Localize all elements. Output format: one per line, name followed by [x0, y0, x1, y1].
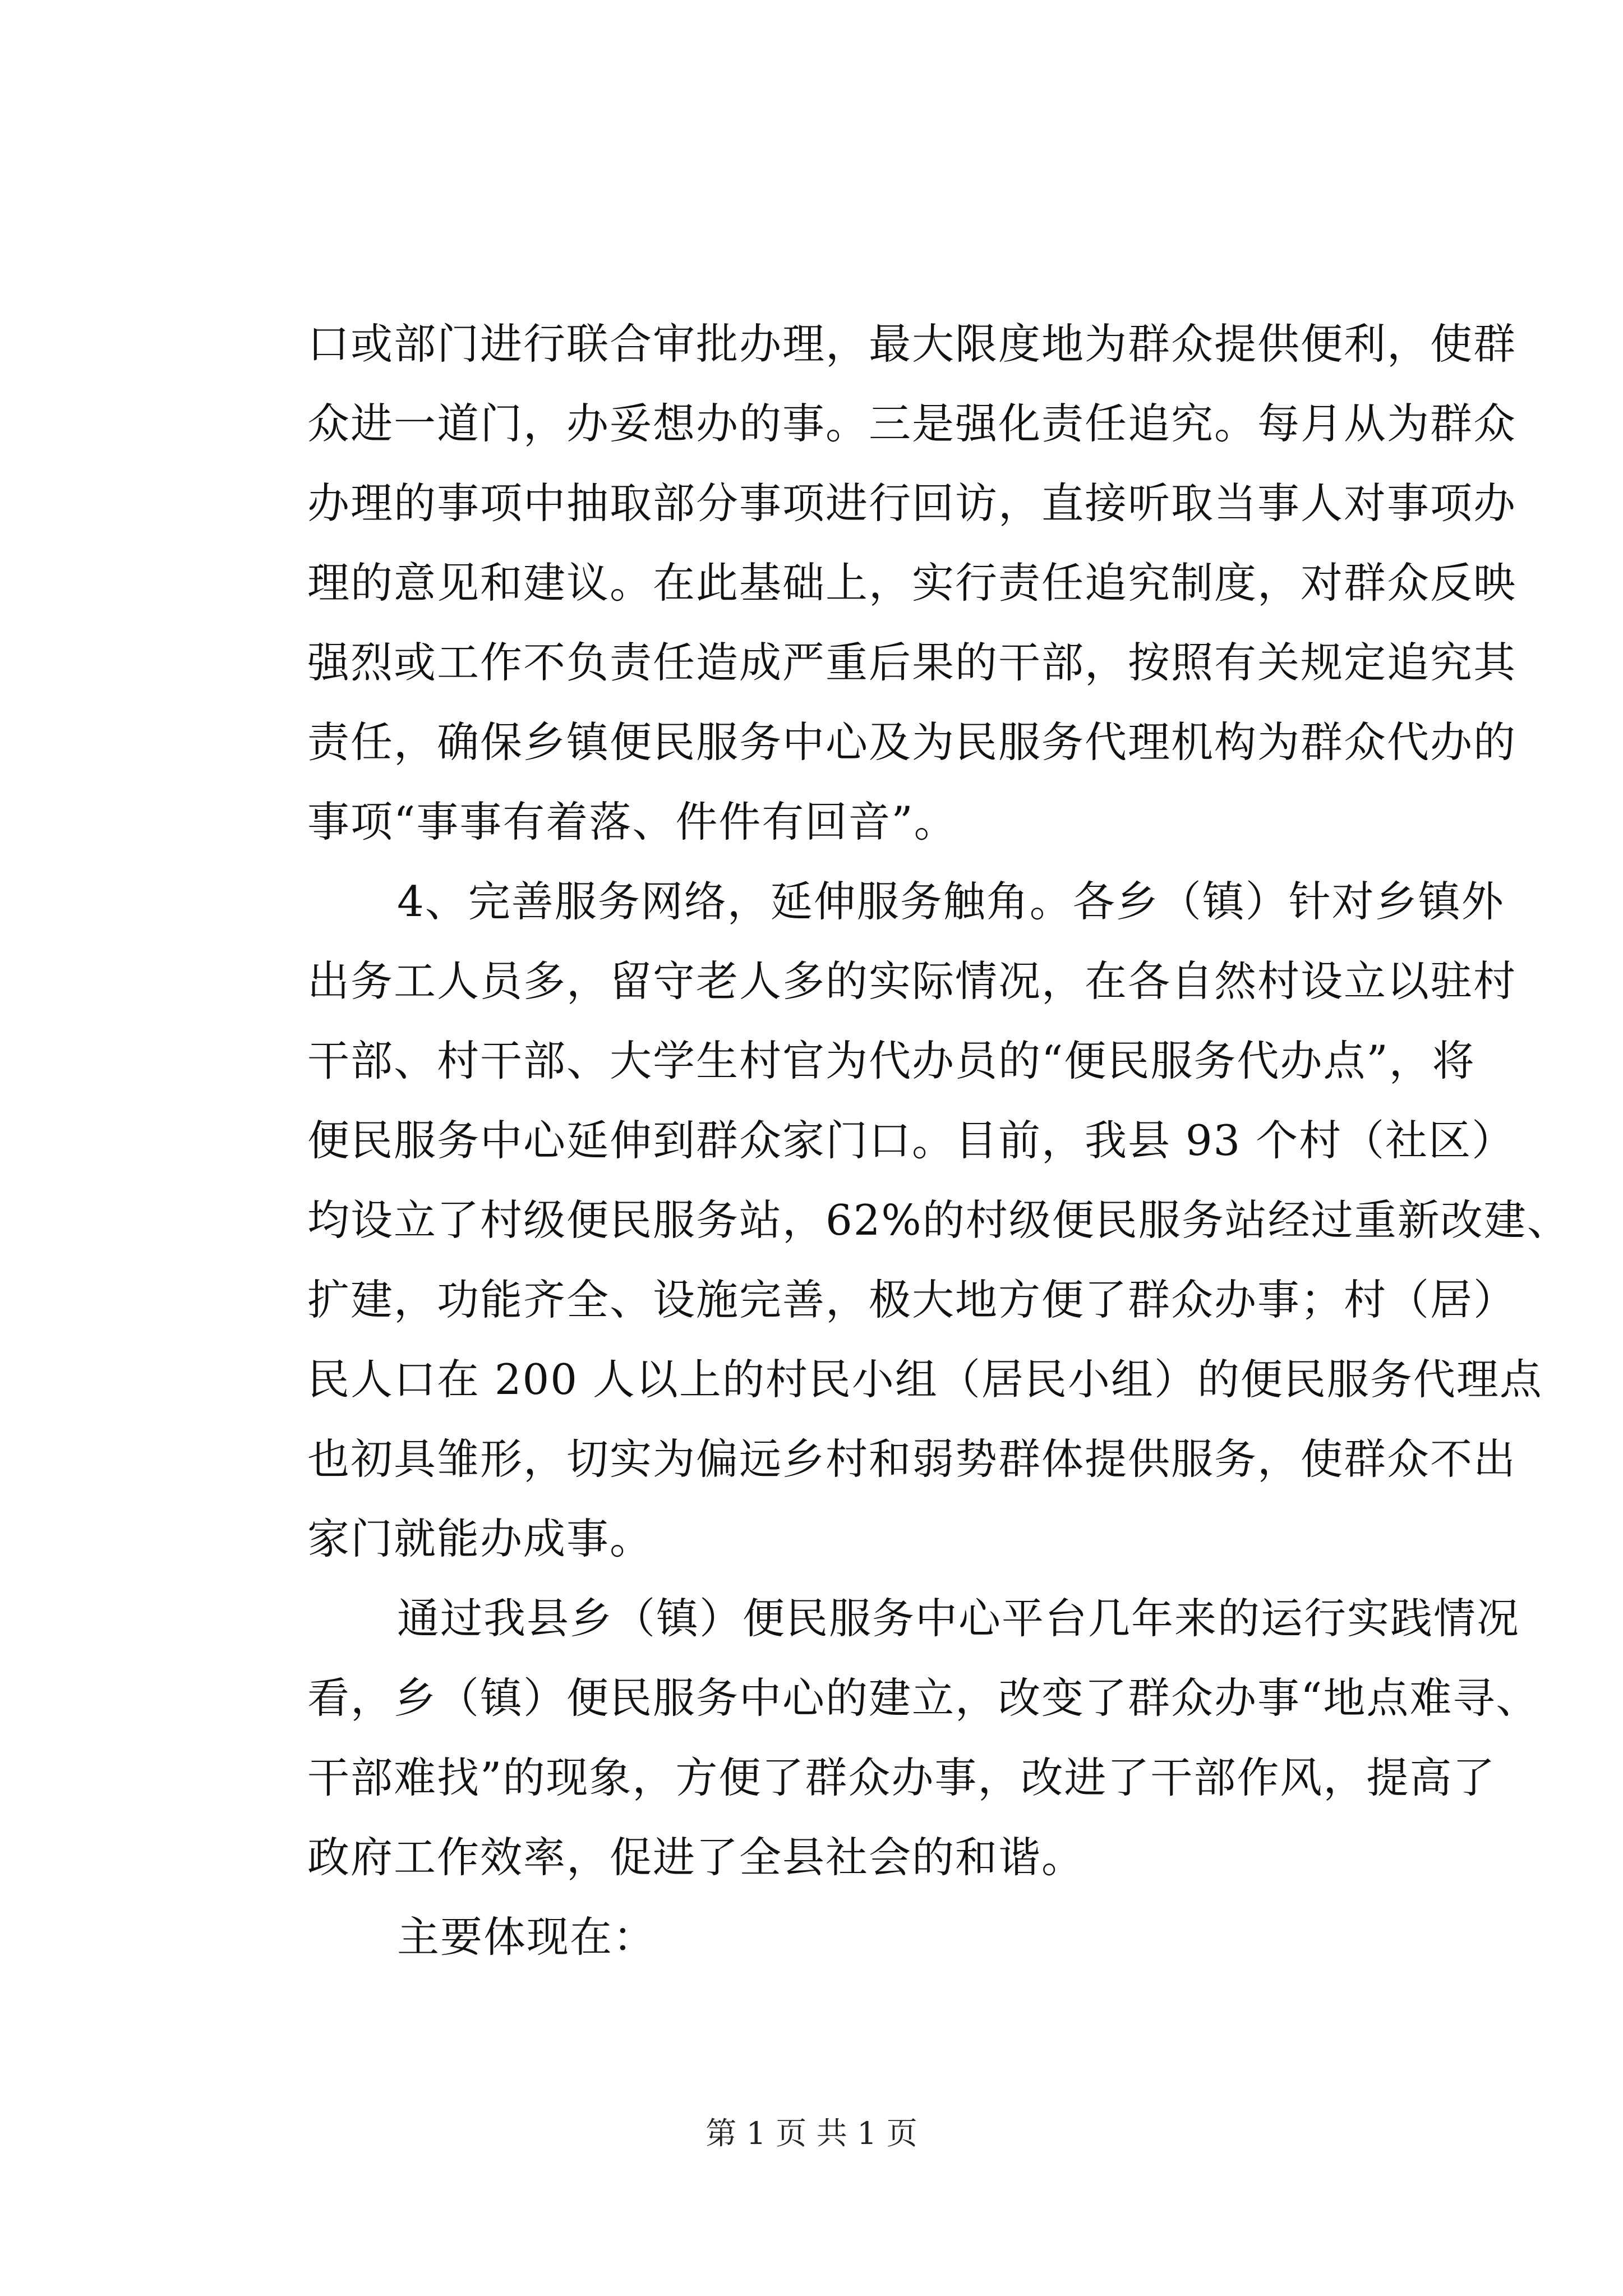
- text-line: 出务工人员多，留守老人多的实际情况，在各自然村设立以驻村: [307, 956, 1517, 1006]
- page-footer: 第 1 页 共 1 页: [706, 2115, 917, 2151]
- paragraph: [307, 862, 1570, 1579]
- text-line: 看，乡（镇）便民服务中心的建立，改变了群众办事“地点难寻、: [307, 1673, 1539, 1723]
- text-line: 办理的事项中抽取部分事项进行回访，直接听取当事人对事项办: [307, 478, 1517, 528]
- text-line: 扩建，功能齐全、设施完善，极大地方便了群众办事；村（居）: [307, 1275, 1517, 1324]
- text-line: 也初具雏形，切实为偏远乡村和弱势群体提供服务，使群众不出: [307, 1434, 1517, 1484]
- paragraph: [307, 304, 1517, 862]
- text-line: 责任，确保乡镇便民服务中心及为民服务代理机构为群众代办的: [307, 717, 1517, 767]
- document-body: [307, 304, 1570, 1977]
- text-line: 理的意见和建议。在此基础上，实行责任追究制度，对群众反映: [307, 558, 1517, 608]
- text-line: 众进一道门，办妥想办的事。三是强化责任追究。每月从为群众: [307, 399, 1517, 448]
- text-line: 强烈或工作不负责任造成严重后果的干部，按照有关规定追究其: [307, 638, 1517, 687]
- text-line: 民人口在 200 人以上的村民小组（居民小组）的便民服务代理点: [307, 1355, 1543, 1404]
- text-line: 均设立了村级便民服务站，62%的村级便民服务站经过重新改建、: [307, 1195, 1570, 1245]
- text-line: 口或部门进行联合审批办理，最大限度地为群众提供便利，使群: [307, 319, 1517, 369]
- text-line: 政府工作效率，促进了全县社会的和谐。: [307, 1833, 1085, 1882]
- text-line: 通过我县乡（镇）便民服务中心平台几年来的运行实践情况: [397, 1594, 1520, 1643]
- text-line: 家门就能办成事。: [307, 1514, 653, 1563]
- text-line: 便民服务中心延伸到群众家门口。目前，我县 93 个村（社区）: [307, 1116, 1515, 1165]
- paragraph: [307, 1579, 1539, 1897]
- paragraph: [307, 1897, 1418, 1977]
- text-line: 事项“事事有着落、件件有回音”。: [307, 797, 957, 846]
- text-line: 干部、村干部、大学生村官为代办员的“便民服务代办点”，将: [307, 1036, 1476, 1085]
- text-line: 主要体现在：: [397, 1912, 657, 1962]
- text-line: 干部难找”的现象，方便了群众办事，改进了干部作风，提高了: [307, 1753, 1496, 1802]
- text-line: 4、完善服务网络，延伸服务触角。各乡（镇）针对乡镇外: [397, 877, 1505, 926]
